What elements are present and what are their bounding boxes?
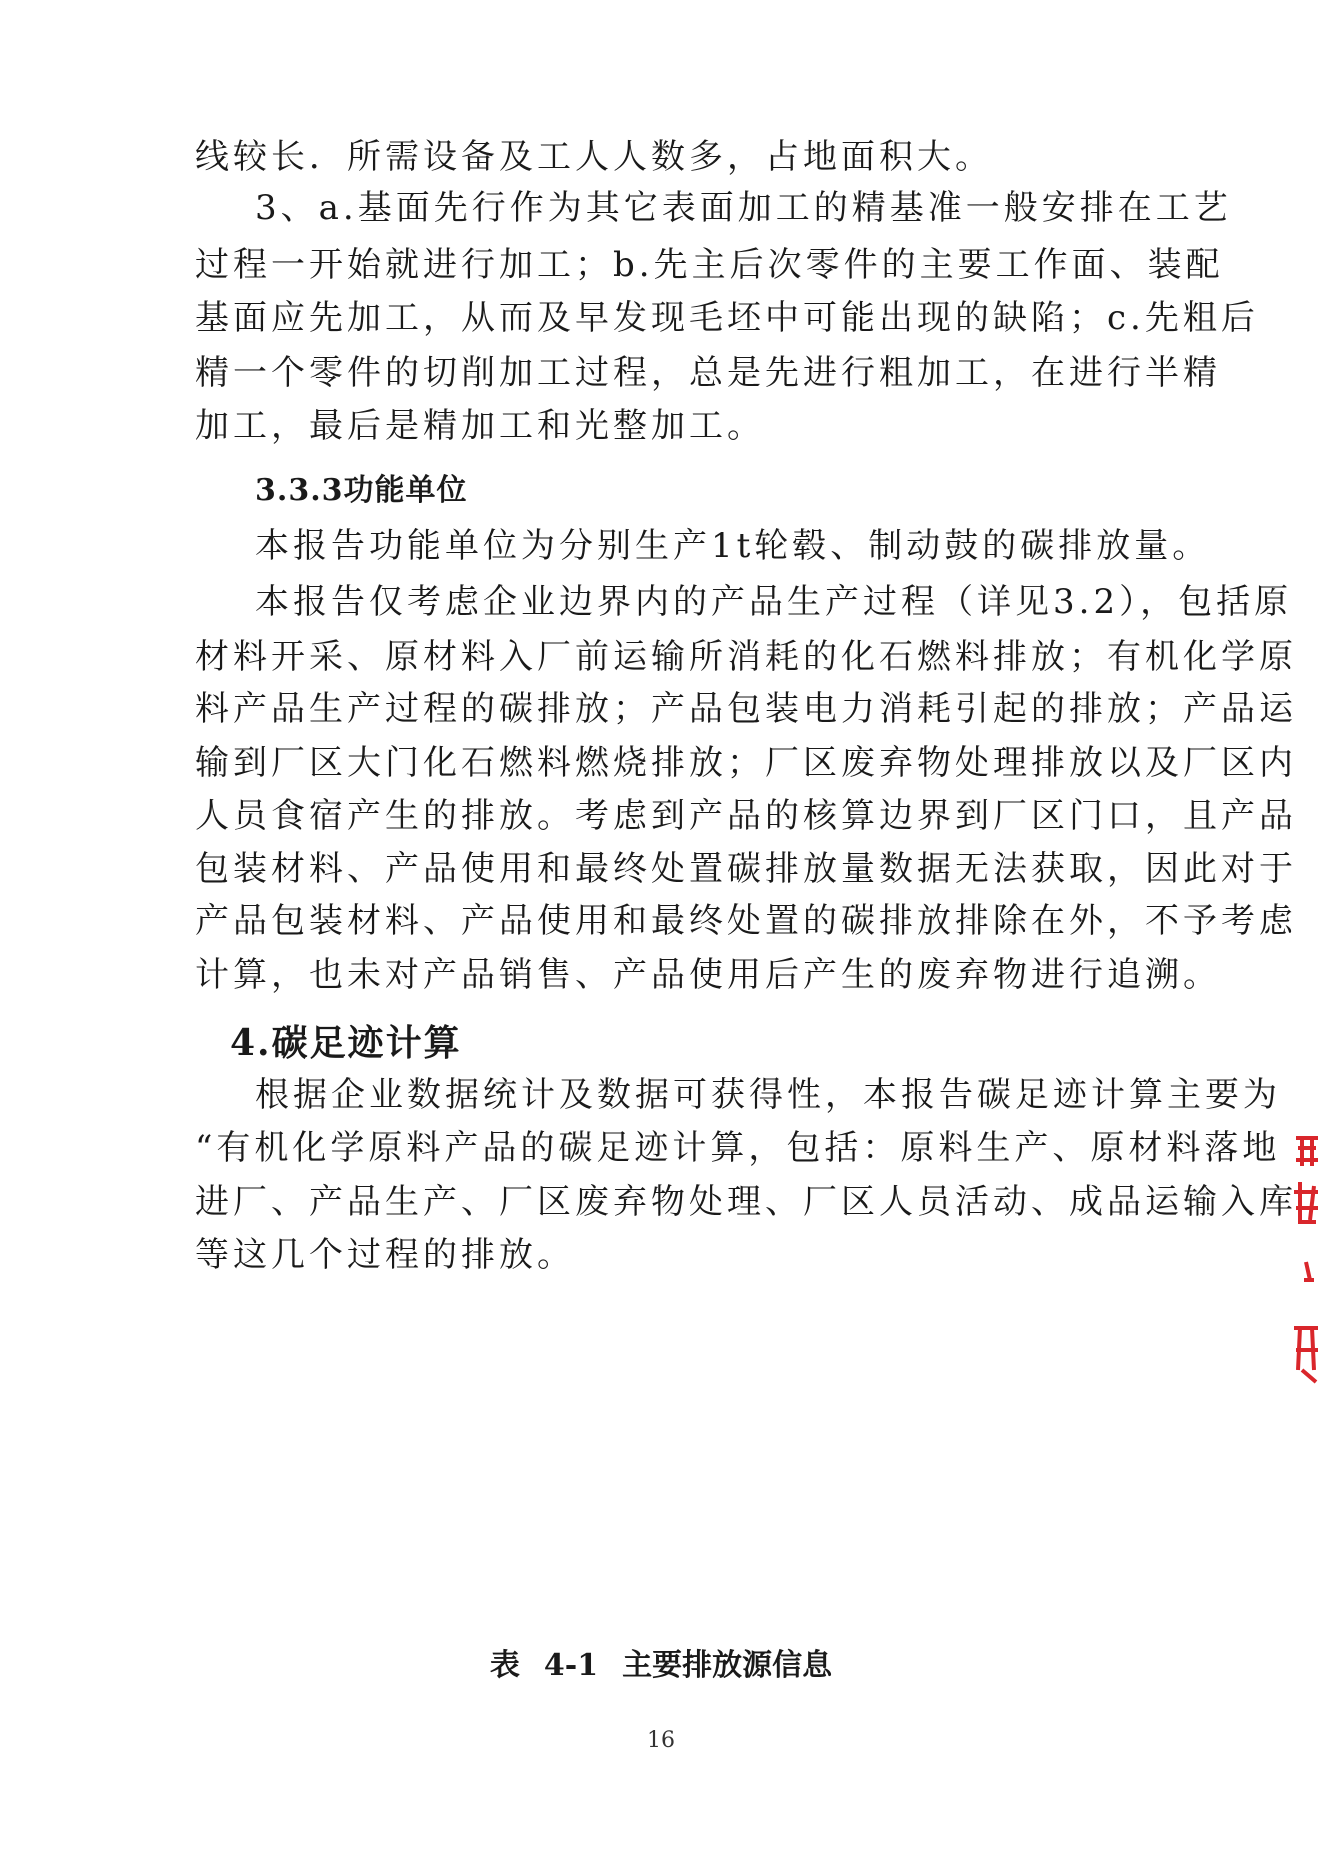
body-line: 本报告仅考虑企业边界内的产品生产过程（详见3.2），包括原 (255, 582, 1293, 622)
table-caption-title: 主要排放源信息 (622, 1648, 833, 1683)
table-caption-number: 4-1 (543, 1648, 599, 1683)
seal-stamp-fragment (1288, 1130, 1322, 1400)
body-line: 产品包装材料、产品使用和最终处置的碳排放排除在外，不予考虑 (195, 901, 1297, 941)
body-line: 本报告功能单位为分别生产1t轮毂、制动鼓的碳排放量。 (255, 526, 1211, 566)
section-heading: 3.3.3功能单位 (255, 473, 468, 508)
body-line: 等这几个过程的排放。 (195, 1235, 575, 1275)
body-line: 进厂、产品生产、厂区废弃物处理、厂区人员活动、成品运输入库 (195, 1182, 1297, 1222)
body-line: 基面应先加工，从而及早发现毛坯中可能出现的缺陷；c.先粗后 (195, 298, 1259, 338)
body-line: 加工，最后是精加工和光整加工。 (195, 406, 765, 446)
body-line: 3、a.基面先行作为其它表面加工的精基准一般安排在工艺 (255, 188, 1232, 228)
body-line: 包装材料、产品使用和最终处置碳排放量数据无法获取，因此对于 (195, 849, 1297, 889)
body-line: 过程一开始就进行加工；b.先主后次零件的主要工作面、装配 (195, 245, 1224, 285)
body-line: “有机化学原料产品的碳足迹计算，包括：原料生产、原材料落地 (195, 1128, 1281, 1168)
table-caption (0, 1640, 1322, 1684)
body-line: 料产品生产过程的碳排放；产品包装电力消耗引起的排放；产品运 (195, 689, 1297, 729)
body-line: 线较长．所需设备及工人人数多，占地面积大。 (195, 137, 993, 177)
page-number: 16 (647, 1728, 675, 1753)
body-line: 计算，也未对产品销售、产品使用后产生的废弃物进行追溯。 (195, 955, 1221, 995)
body-line: 精一个零件的切削加工过程，总是先进行粗加工，在进行半精 (195, 353, 1221, 393)
body-line: 材料开采、原材料入厂前运输所消耗的化石燃料排放；有机化学原 (195, 637, 1297, 677)
body-line: 根据企业数据统计及数据可获得性，本报告碳足迹计算主要为 (255, 1075, 1281, 1115)
table-caption-prefix: 表 (489, 1648, 520, 1683)
body-line: 人员食宿产生的排放。考虑到产品的核算边界到厂区门口，且产品 (195, 796, 1297, 836)
body-line: 输到厂区大门化石燃料燃烧排放；厂区废弃物处理排放以及厂区内 (195, 743, 1297, 783)
chapter-heading: 4.碳足迹计算 (230, 1022, 462, 1064)
